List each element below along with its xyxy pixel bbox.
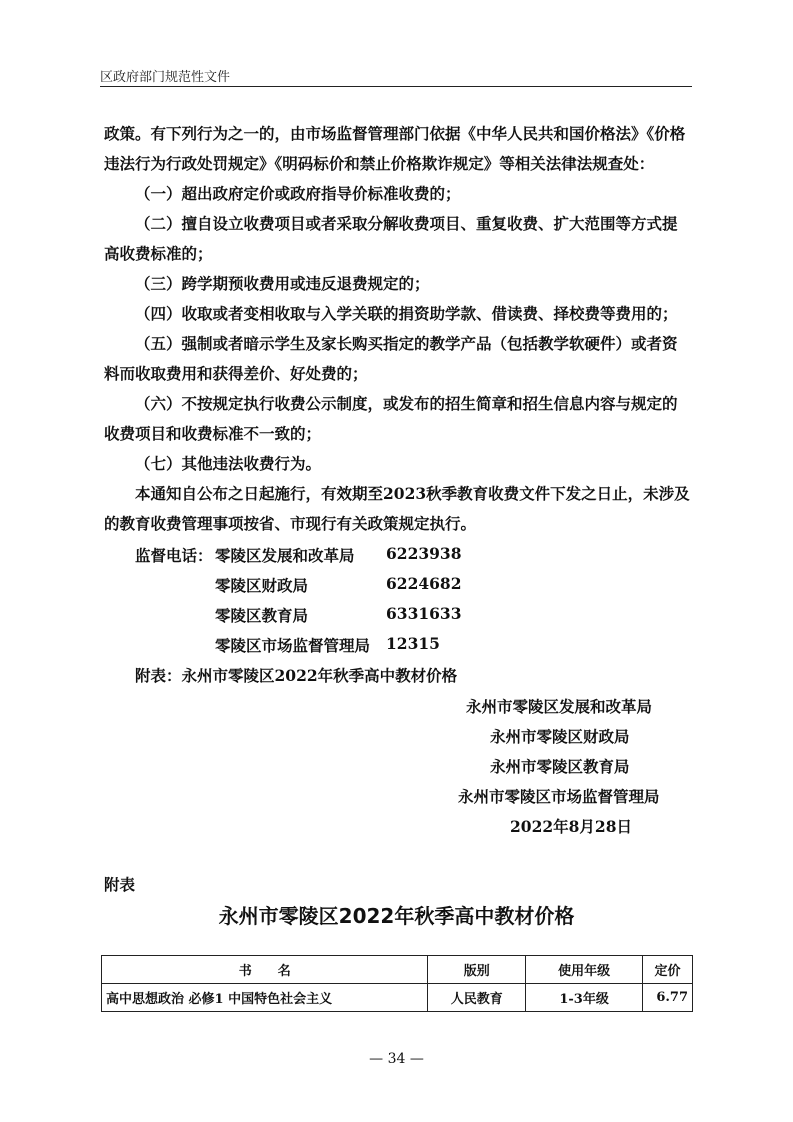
contact-phone: 6223938 bbox=[386, 544, 462, 563]
table-row bbox=[102, 984, 693, 1012]
cell-price: 6.77 bbox=[643, 984, 693, 1012]
cell-grade: 1-3年级 bbox=[526, 984, 643, 1012]
contact-label: 监督电话： bbox=[135, 546, 213, 565]
contact-org: 零陵区财政局 bbox=[215, 576, 309, 595]
paragraph-item-5: （五）强制或者暗示学生及家长购买指定的教学产品（包括教学软硬件）或者资料而收取费用和获得差价、好处费的； bbox=[104, 334, 678, 383]
column-header-price: 定价 bbox=[643, 956, 693, 984]
document-header bbox=[100, 66, 692, 87]
signature-line: 永州市零陵区市场监督管理局 bbox=[458, 787, 660, 806]
paragraph-effective-date: 本通知自公布之日起施行，有效期至2023秋季教育收费文件下发之日止，未涉及的教育收费管理事项按省、市现行有关政策规定执行。 bbox=[104, 484, 690, 533]
signature-date: 2022年8月28日 bbox=[510, 817, 632, 836]
table-header-row bbox=[102, 956, 693, 984]
paragraph-item-6: （六）不按规定执行收费公示制度，或发布的招生简章和招生信息内容与规定的收费项目和收费标准不一致的； bbox=[104, 394, 678, 443]
column-header-grade: 使用年级 bbox=[526, 956, 643, 984]
textbook-price-table bbox=[101, 955, 693, 1012]
column-header-title: 书 名 bbox=[102, 956, 428, 984]
signature-line: 永州市零陵区教育局 bbox=[490, 757, 630, 776]
signature-line: 永州市零陵区发展和改革局 bbox=[466, 697, 653, 716]
paragraph-item-3: （三）跨学期预收费用或违反退费规定的； bbox=[135, 274, 430, 293]
cell-edition: 人民教育 bbox=[428, 984, 526, 1012]
cell-book-title: 高中思想政治 必修1 中国特色社会主义 bbox=[102, 984, 428, 1012]
contact-org: 零陵区发展和改革局 bbox=[215, 546, 355, 565]
header-title: 区政府部门规范性文件 bbox=[100, 70, 231, 85]
signature-line: 永州市零陵区财政局 bbox=[490, 727, 630, 746]
appendix-title: 永州市零陵区2022年秋季高中教材价格 bbox=[218, 904, 575, 928]
contact-phone: 6331633 bbox=[386, 604, 462, 623]
paragraph-item-1: （一）超出政府定价或政府指导价标准收费的； bbox=[135, 184, 461, 203]
column-header-edition: 版别 bbox=[428, 956, 526, 984]
page-number: — 34 — bbox=[369, 1051, 424, 1067]
contact-org: 零陵区市场监督管理局 bbox=[215, 636, 371, 655]
paragraph-item-2: （二）擅自设立收费项目或者采取分解收费项目、重复收费、扩大范围等方式提高收费标准的； bbox=[104, 214, 678, 263]
attachment-note: 附表：永州市零陵区2022年秋季高中教材价格 bbox=[135, 666, 458, 685]
contact-phone: 12315 bbox=[386, 634, 440, 653]
contact-org: 零陵区教育局 bbox=[215, 606, 309, 625]
paragraph-intro: 政策。有下列行为之一的，由市场监督管理部门依据《中华人民共和国价格法》《价格违法行为行政处罚规定》《明码标价和禁止价格欺诈规定》等相关法律法规查处： bbox=[104, 124, 686, 173]
contact-phone: 6224682 bbox=[386, 574, 462, 593]
paragraph-item-4: （四）收取或者变相收取与入学关联的捐资助学款、借读费、择校费等费用的； bbox=[135, 304, 678, 323]
body-text bbox=[104, 119, 692, 539]
paragraph-item-7: （七）其他违法收费行为。 bbox=[135, 454, 322, 473]
appendix-label: 附表 bbox=[104, 875, 136, 894]
